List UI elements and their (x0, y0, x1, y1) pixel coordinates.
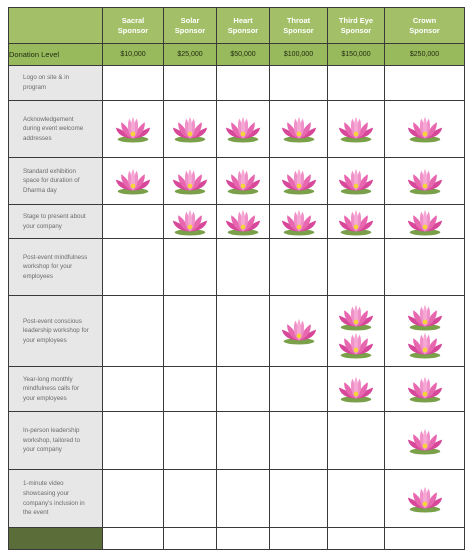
benefit-row (9, 412, 465, 470)
lotus-icon (385, 115, 464, 143)
benefit-cell (217, 66, 270, 101)
lotus-icon (385, 208, 464, 236)
lotus-icon (385, 375, 464, 403)
donation-amount: $25,000 (164, 44, 217, 66)
lotus-icon (338, 331, 374, 359)
lotus-icon (407, 303, 443, 331)
benefit-cell (270, 205, 328, 239)
benefit-cell (270, 101, 328, 158)
lotus-icon (338, 303, 374, 331)
benefit-cell (103, 470, 164, 528)
benefit-cell (217, 296, 270, 367)
benefit-cell (328, 367, 385, 412)
benefit-label: Post-event conscious leadership workshop for your employees (9, 296, 103, 367)
donation-amount: $10,000 (103, 44, 164, 66)
benefit-cell (217, 158, 270, 205)
benefit-label: Standard exhibition space for duration of Dharma day (9, 158, 103, 205)
tier-name: Third Eye Sponsor (338, 15, 374, 35)
benefit-cell (328, 239, 385, 296)
lotus-icon (270, 167, 327, 195)
benefit-cell (328, 470, 385, 528)
benefit-cell (164, 66, 217, 101)
benefit-cell (270, 470, 328, 528)
header-corner (9, 8, 103, 44)
benefit-cell (164, 296, 217, 367)
benefit-cell (385, 66, 465, 101)
footer-cell (164, 528, 217, 550)
benefit-cell (270, 239, 328, 296)
tier-header (270, 8, 328, 44)
benefit-cell (385, 101, 465, 158)
benefit-cell (217, 205, 270, 239)
benefit-cell (385, 296, 465, 367)
benefit-row (9, 239, 465, 296)
benefit-cell (164, 101, 217, 158)
benefit-cell (217, 412, 270, 470)
benefit-label: Post-event mindfulness workshop for your employees (9, 239, 103, 296)
footer-cell (103, 528, 164, 550)
benefit-cell (385, 158, 465, 205)
benefit-cell (385, 412, 465, 470)
lotus-icon (217, 208, 269, 236)
benefit-cell (217, 239, 270, 296)
lotus-icon (217, 115, 269, 143)
benefit-cell (328, 158, 385, 205)
donation-amount: $100,000 (270, 44, 328, 66)
tier-header (164, 8, 217, 44)
lotus-icon (270, 208, 327, 236)
lotus-icon (385, 167, 464, 195)
footer-cell (328, 528, 385, 550)
tier-name: Crown Sponsor (409, 15, 440, 35)
lotus-icon (328, 208, 384, 236)
benefit-cell (270, 412, 328, 470)
benefit-cell (103, 158, 164, 205)
benefit-cell (385, 239, 465, 296)
benefit-cell (164, 367, 217, 412)
benefit-cell (328, 412, 385, 470)
footer-row (9, 528, 465, 550)
benefit-cell (270, 158, 328, 205)
tier-name: Throat Sponsor (283, 15, 314, 35)
header-row (9, 8, 465, 44)
lotus-icon (103, 115, 163, 143)
footer-cell (217, 528, 270, 550)
tier-name: Sacral Sponsor (117, 15, 149, 35)
benefit-cell (164, 205, 217, 239)
benefit-cell (328, 296, 385, 367)
benefit-label: Stage to present about your company (9, 205, 103, 239)
lotus-icon (270, 317, 327, 345)
lotus-icon (328, 375, 384, 403)
benefit-row (9, 470, 465, 528)
benefit-cell (270, 296, 328, 367)
donation-amount: $50,000 (217, 44, 270, 66)
benefit-row (9, 66, 465, 101)
tier-name: Solar Sponsor (174, 15, 206, 35)
tier-header (103, 8, 164, 44)
benefit-cell (217, 101, 270, 158)
benefit-cell (385, 470, 465, 528)
benefit-cell (217, 470, 270, 528)
lotus-icon (407, 331, 443, 359)
benefit-cell (103, 101, 164, 158)
lotus-icon (385, 427, 464, 455)
footer-cell (385, 528, 465, 550)
benefit-cell (164, 158, 217, 205)
tier-name: Heart Sponsor (227, 15, 259, 35)
benefit-label: 1-minute video showcasing your company's inclusion in the event (9, 470, 103, 528)
lotus-icon (270, 115, 327, 143)
tier-header (385, 8, 465, 44)
benefit-label: Logo on site & in program (9, 66, 103, 101)
donation-level-row (9, 44, 465, 66)
benefit-cell (385, 205, 465, 239)
benefit-cell (164, 412, 217, 470)
benefit-row (9, 101, 465, 158)
benefit-cell (103, 412, 164, 470)
benefit-label: Year-long monthly mindfulness calls for your employees (9, 367, 103, 412)
footer-cell (270, 528, 328, 550)
benefit-cell (164, 470, 217, 528)
lotus-icon (164, 208, 216, 236)
benefit-row (9, 205, 465, 239)
lotus-icon (164, 167, 216, 195)
benefit-cell (103, 66, 164, 101)
benefit-cell (164, 239, 217, 296)
donation-level-label: Donation Level (9, 44, 103, 66)
benefit-label: In-person leadership workshop, tailored to your company (9, 412, 103, 470)
lotus-icon (328, 167, 384, 195)
lotus-icon (385, 485, 464, 513)
benefit-cell (103, 239, 164, 296)
benefit-label: Acknowledgement during event welcome addresses (9, 101, 103, 158)
tier-header (328, 8, 385, 44)
lotus-icon (217, 167, 269, 195)
lotus-icon (164, 115, 216, 143)
benefit-cell (328, 101, 385, 158)
tier-header (217, 8, 270, 44)
donation-amount: $250,000 (385, 44, 465, 66)
benefit-row (9, 158, 465, 205)
benefit-cell (385, 367, 465, 412)
benefit-cell (103, 367, 164, 412)
benefit-cell (270, 66, 328, 101)
donation-amount: $150,000 (328, 44, 385, 66)
benefit-cell (103, 296, 164, 367)
benefit-cell (270, 367, 328, 412)
sponsorship-table (8, 7, 465, 550)
lotus-icon (328, 115, 384, 143)
benefit-row (9, 367, 465, 412)
benefit-cell (328, 205, 385, 239)
benefit-cell (217, 367, 270, 412)
footer-corner (9, 528, 103, 550)
benefit-cell (328, 66, 385, 101)
benefit-row (9, 296, 465, 367)
benefit-cell (103, 205, 164, 239)
lotus-icon (103, 167, 163, 195)
